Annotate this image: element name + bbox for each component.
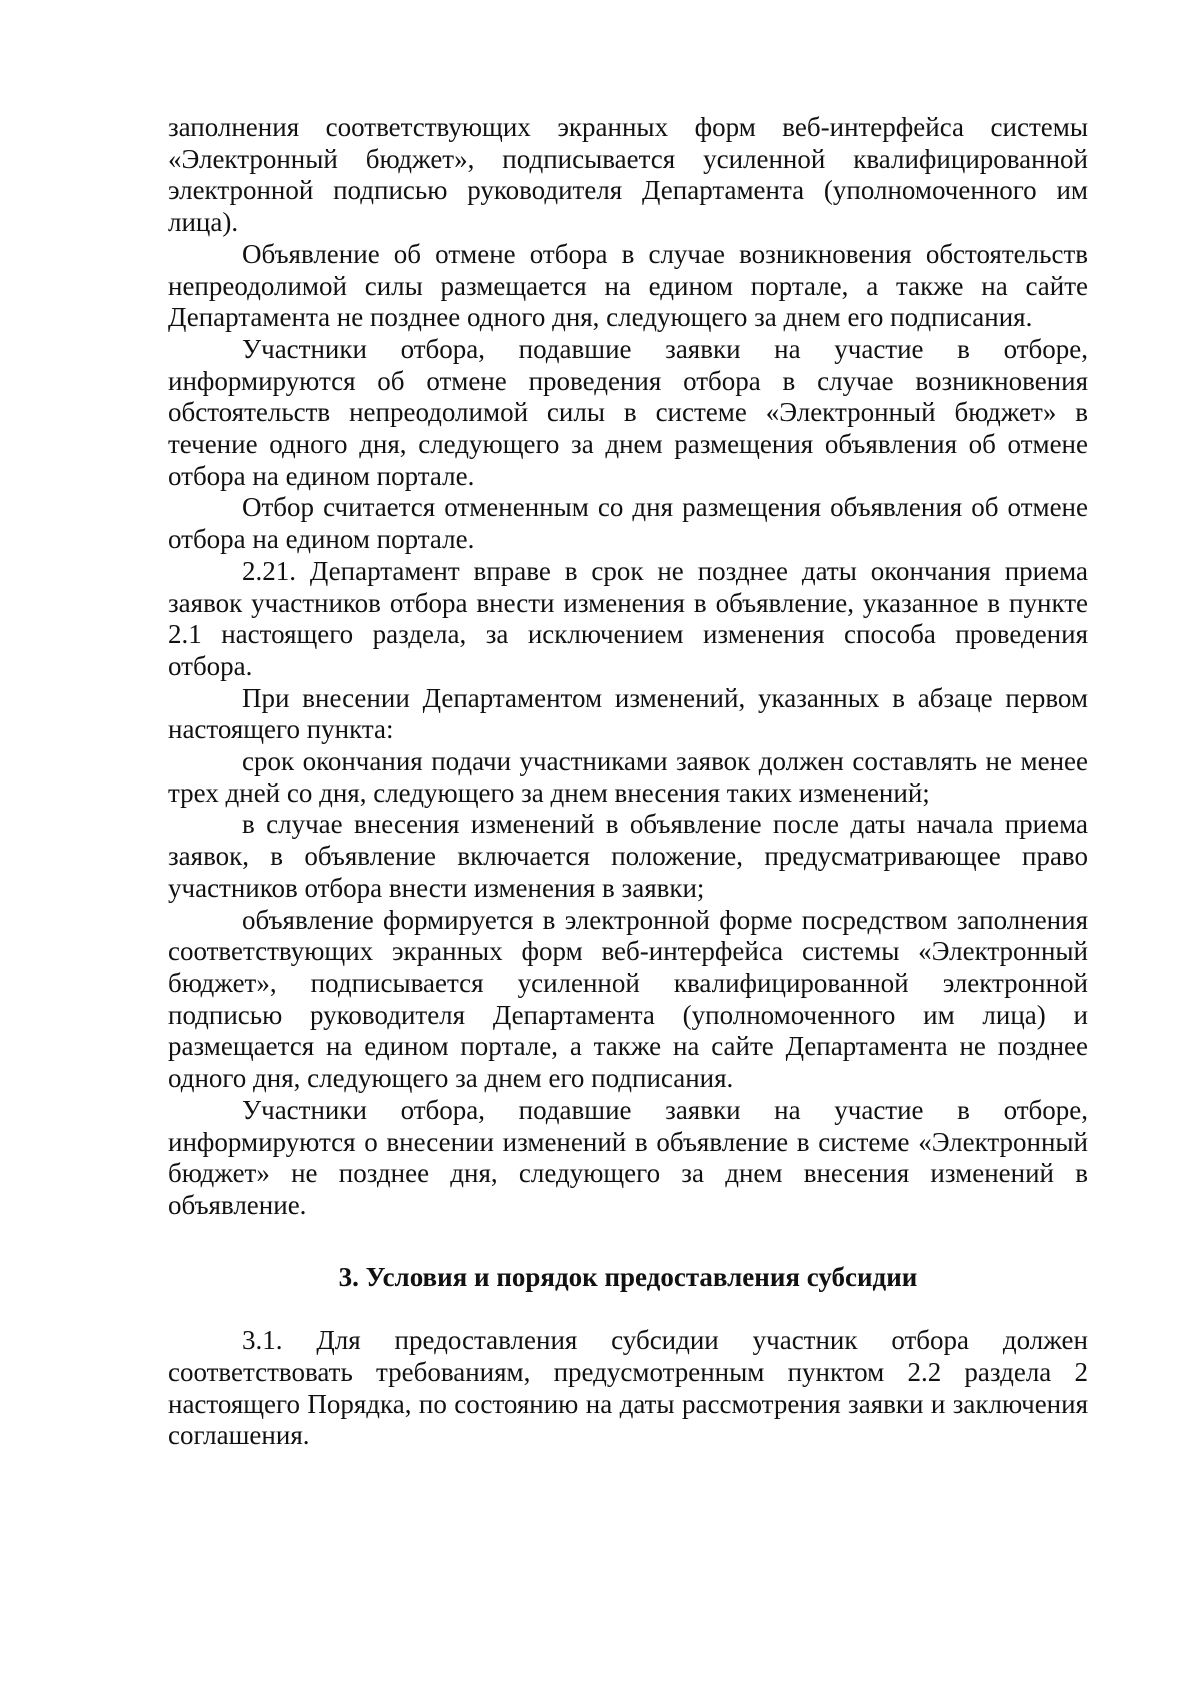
paragraph-2-21: 2.21. Департамент вправе в срок не позднее даты окончания приема заявок участников отбора внести изменения в объявление, указанное в пункте 2.1 настоящего раздела, за исключением изменения способа проведения отбора.	[168, 555, 1088, 681]
section-heading: 3. Условия и порядок предоставления субсидии	[338, 1261, 918, 1292]
paragraph-when-changes: При внесении Департаментом изменений, указанных в абзаце первом настоящего пункта:	[168, 682, 1088, 745]
paragraph-changes-after-start: в случае внесения изменений в объявление после даты начала приема заявок, в объявление включается положение, предусматривающее право участников отбора внести изменения в заявки;	[168, 809, 1088, 903]
document-page	[168, 112, 1088, 1452]
paragraph-participants-informed-cancel: Участники отбора, подавшие заявки на участие в отборе, информируются об отмене проведения отбора в случае возникновения обстоятельств непреодолимой силы в системе «Электронный бюджет» в течение одного дня, следующего за днем размещения объявления об отмене отбора на едином портале.	[168, 333, 1088, 491]
paragraph-announcement-formed: объявление формируется в электронной форме посредством заполнения соответствующих экранных форм веб-интерфейса системы «Электронный бюджет», подписывается усиленной квалифицированной электронной подписью руководителя Департамента (уполномоченного им лица) и размещается на едином портале, а также на сайте Департамента не позднее одного дня, следующего за днем его подписания.	[168, 904, 1088, 1094]
paragraph-deadline: срок окончания подачи участниками заявок должен составлять не менее трех дней со дня, следующего за днем внесения таких изменений;	[168, 746, 1088, 808]
paragraph-selection-cancelled: Отбор считается отмененным со дня размещения объявления об отмене отбора на едином портале.	[168, 492, 1088, 555]
paragraph-continuation: заполнения соответствующих экранных форм веб-интерфейса системы «Электронный бюджет», подписывается усиленной квалифицированной электронной подписью руководителя Департамента (уполномоченного им лица).	[168, 112, 1088, 238]
paragraph-participants-informed-changes: Участники отбора, подавшие заявки на участие в отборе, информируются о внесении изменений в объявление в системе «Электронный бюджет» не позднее дня, следующего за днем внесения изменений в объявление.	[168, 1094, 1088, 1220]
paragraph-cancel-announcement: Объявление об отмене отбора в случае возникновения обстоятельств непреодолимой силы размещается на едином портале, а также на сайте Департамента не позднее одного дня, следующего за днем его подписания.	[168, 238, 1088, 333]
paragraph-3-1: 3.1. Для предоставления субсидии участник отбора должен соответствовать требованиям, предусмотренным пунктом 2.2 раздела 2 настоящего Порядка, по состоянию на даты рассмотрения заявки и заключения соглашения.	[168, 1325, 1088, 1451]
